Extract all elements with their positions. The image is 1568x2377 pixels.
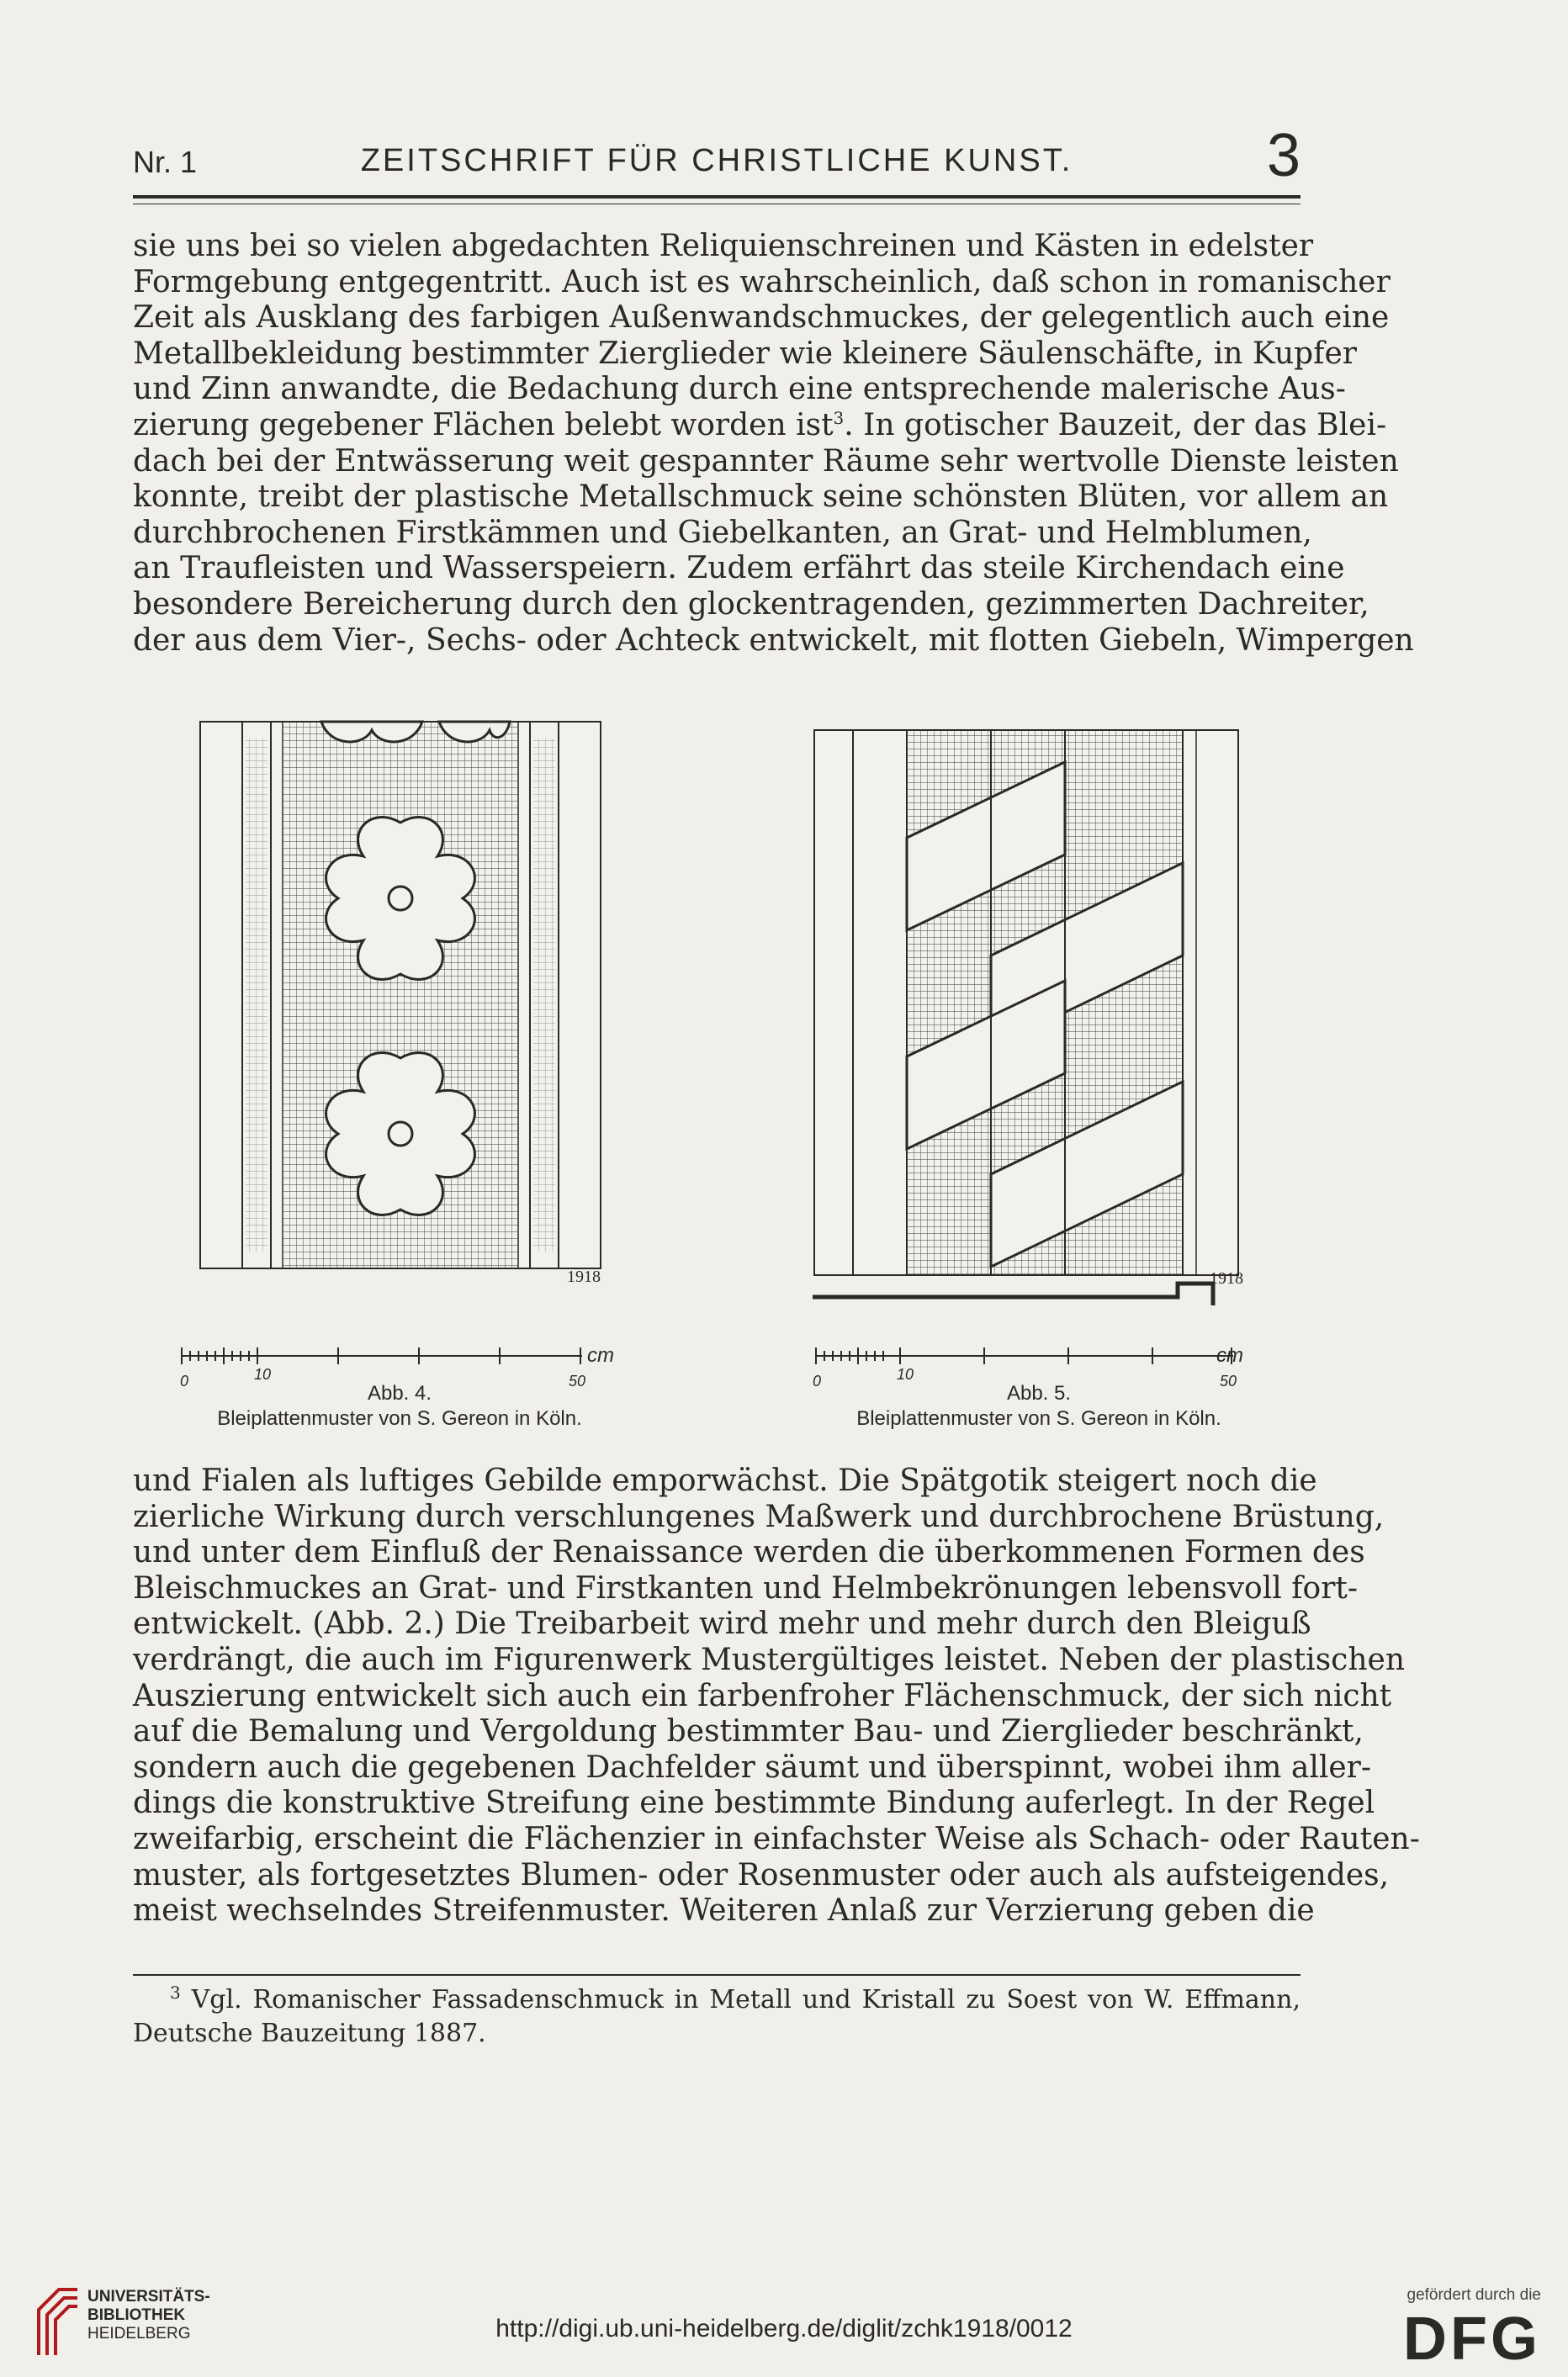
- figure-5-caption: [799, 1381, 1279, 1432]
- lead-plate-pattern-diagonal-icon: [813, 728, 1250, 1309]
- text-line: auf die Bemalung und Vergoldung bestimmter Bau- und Zierglieder beschränkt,: [133, 1714, 1364, 1750]
- text-line: zierliche Wirkung durch verschlungenes Maßwerk und durchbrochene Brüstung,: [133, 1499, 1385, 1534]
- running-header: [133, 122, 1300, 193]
- text-segment: zierung gegebener Flächen belebt worden ist: [133, 407, 834, 442]
- footnote-line: [133, 1983, 1300, 2017]
- text-line: dach bei der Entwässerung weit gespannter Räume sehr wertvolle Dienste leisten: [133, 443, 1399, 479]
- text-line: und Fialen als luftiges Gebilde emporwächst. Die Spätgotik steigert noch die: [133, 1464, 1317, 1498]
- issue-number: Nr. 1: [133, 145, 198, 179]
- footnote: [133, 1983, 1300, 2051]
- dfg-logo: DFG: [1403, 2306, 1541, 2373]
- figure-5-drawing: [813, 728, 1250, 1309]
- footnote-line: Deutsche Bauzeitung 1887.: [133, 2019, 486, 2048]
- monogram-year: 1918: [1210, 1269, 1243, 1288]
- text-line: zweifarbig, erscheint die Flächenzier in einfachster Weise als Schach- oder Rauten-: [133, 1821, 1420, 1856]
- library-line: HEIDELBERG: [87, 2325, 191, 2343]
- text-line: Bleischmuckes an Grat- und Firstkanten und Helmbekrönungen lebensvoll fort-: [133, 1570, 1359, 1606]
- library-line: UNIVERSITÄTS-: [87, 2288, 210, 2306]
- figure-4-caption: [160, 1381, 639, 1432]
- text-line: besondere Bereicherung durch den glockentragenden, gezimmerten Dachreiter,: [133, 586, 1369, 622]
- journal-title: ZEITSCHRIFT FÜR CHRISTLICHE KUNST.: [360, 143, 1073, 178]
- monogram-year: 1918: [567, 1268, 601, 1286]
- text-line-with-footnote: [133, 407, 1387, 444]
- scale-unit: cm: [587, 1344, 614, 1367]
- text-line: und unter dem Einfluß der Renaissance werden die überkommenen Formen des: [133, 1535, 1365, 1570]
- footnote-number: 3: [170, 1983, 181, 2003]
- text-line: durchbrochenen Firstkämmen und Giebelkanten, an Grat- und Helmblumen,: [133, 515, 1312, 550]
- text-line: sie uns bei so vielen abgedachten Reliquienschreinen und Kästen in edelster: [133, 229, 1314, 263]
- scale-start: 0: [813, 1373, 822, 1390]
- body-text-bottom: [133, 1464, 1420, 1930]
- digitization-footer: [0, 2284, 1568, 2377]
- text-line: Metallbekleidung bestimmter Zierglieder wie kleinere Säulenschäfte, in Kupfer: [133, 336, 1358, 371]
- text-line: muster, als fortgesetztes Blumen- oder Rosenmuster oder auch als aufsteigendes,: [133, 1857, 1390, 1893]
- text-line: und Zinn anwandte, die Bedachung durch eine entsprechende malerische Aus-: [133, 372, 1346, 407]
- text-line: dings die konstruktive Streifung eine bestimmte Bindung auferlegt. In der Regel: [133, 1786, 1375, 1821]
- header-rule: [133, 195, 1300, 199]
- text-line: entwickelt. (Abb. 2.) Die Treibarbeit wird mehr und mehr durch den Bleiguß: [133, 1607, 1311, 1642]
- text-line: an Traufleisten und Wasserspeiern. Zudem erfährt das steile Kirchendach eine: [133, 551, 1345, 586]
- footnote-text: Vgl. Romanischer Fassadenschmuck in Metall und Kristall zu Soest von W. Effmann,: [191, 1985, 1300, 2014]
- text-line: Auszierung entwickelt sich auch ein farbenfroher Flächenschmuck, der sich nicht: [133, 1678, 1392, 1713]
- figure-label: Abb. 5.: [1006, 1382, 1072, 1405]
- figure-4-drawing: [195, 713, 616, 1302]
- scale-end: 50: [569, 1373, 586, 1390]
- text-line: verdrängt, die auch im Figurenwerk Mustergültiges leistet. Neben der plastischen: [133, 1642, 1405, 1677]
- page-number: 3: [1266, 122, 1300, 189]
- body-text-top: [133, 229, 1414, 659]
- text-line: sondern auch die gegebenen Dachfelder säumt und überspinnt, wobei ihm aller-: [133, 1750, 1372, 1785]
- scale-start: 0: [180, 1373, 189, 1390]
- text-line: der aus dem Vier-, Sechs- oder Achteck entwickelt, mit flotten Giebeln, Wimpergen: [133, 622, 1414, 658]
- figure-label: Abb. 4.: [367, 1382, 432, 1405]
- lead-plate-pattern-leaf-icon: [195, 713, 616, 1302]
- figure-caption-text: Bleiplattenmuster von S. Gereon in Köln.: [217, 1407, 582, 1430]
- scale-mid: 10: [254, 1366, 272, 1383]
- scale-end: 50: [1220, 1373, 1237, 1390]
- figure-caption-text: Bleiplattenmuster von S. Gereon in Köln.: [856, 1407, 1221, 1430]
- text-segment: . In gotischer Bauzeit, der das Blei-: [844, 407, 1387, 442]
- scale-mid: 10: [897, 1366, 914, 1383]
- footnote-reference: 3: [833, 407, 845, 428]
- text-line: konnte, treibt der plastische Metallschmuck seine schönsten Blüten, vor allem an: [133, 479, 1389, 515]
- text-line: Zeit als Ausklang des farbigen Außenwandschmuckes, der gelegentlich auch eine: [133, 300, 1390, 336]
- footnote-rule: [133, 1974, 1300, 1976]
- funding-note: gefördert durch die: [1406, 2286, 1541, 2304]
- source-url-link[interactable]: http://digi.ub.uni-heidelberg.de/diglit/zchk1918/0012: [495, 2315, 1073, 2343]
- library-line: BIBLIOTHEK: [87, 2306, 186, 2324]
- text-line: meist wechselndes Streifenmuster. Weiteren Anlaß zur Verzierung geben die: [133, 1893, 1315, 1929]
- scale-unit: cm: [1216, 1344, 1243, 1367]
- text-line: Formgebung entgegentritt. Auch ist es wahrscheinlich, daß schon in romanischer: [133, 264, 1391, 299]
